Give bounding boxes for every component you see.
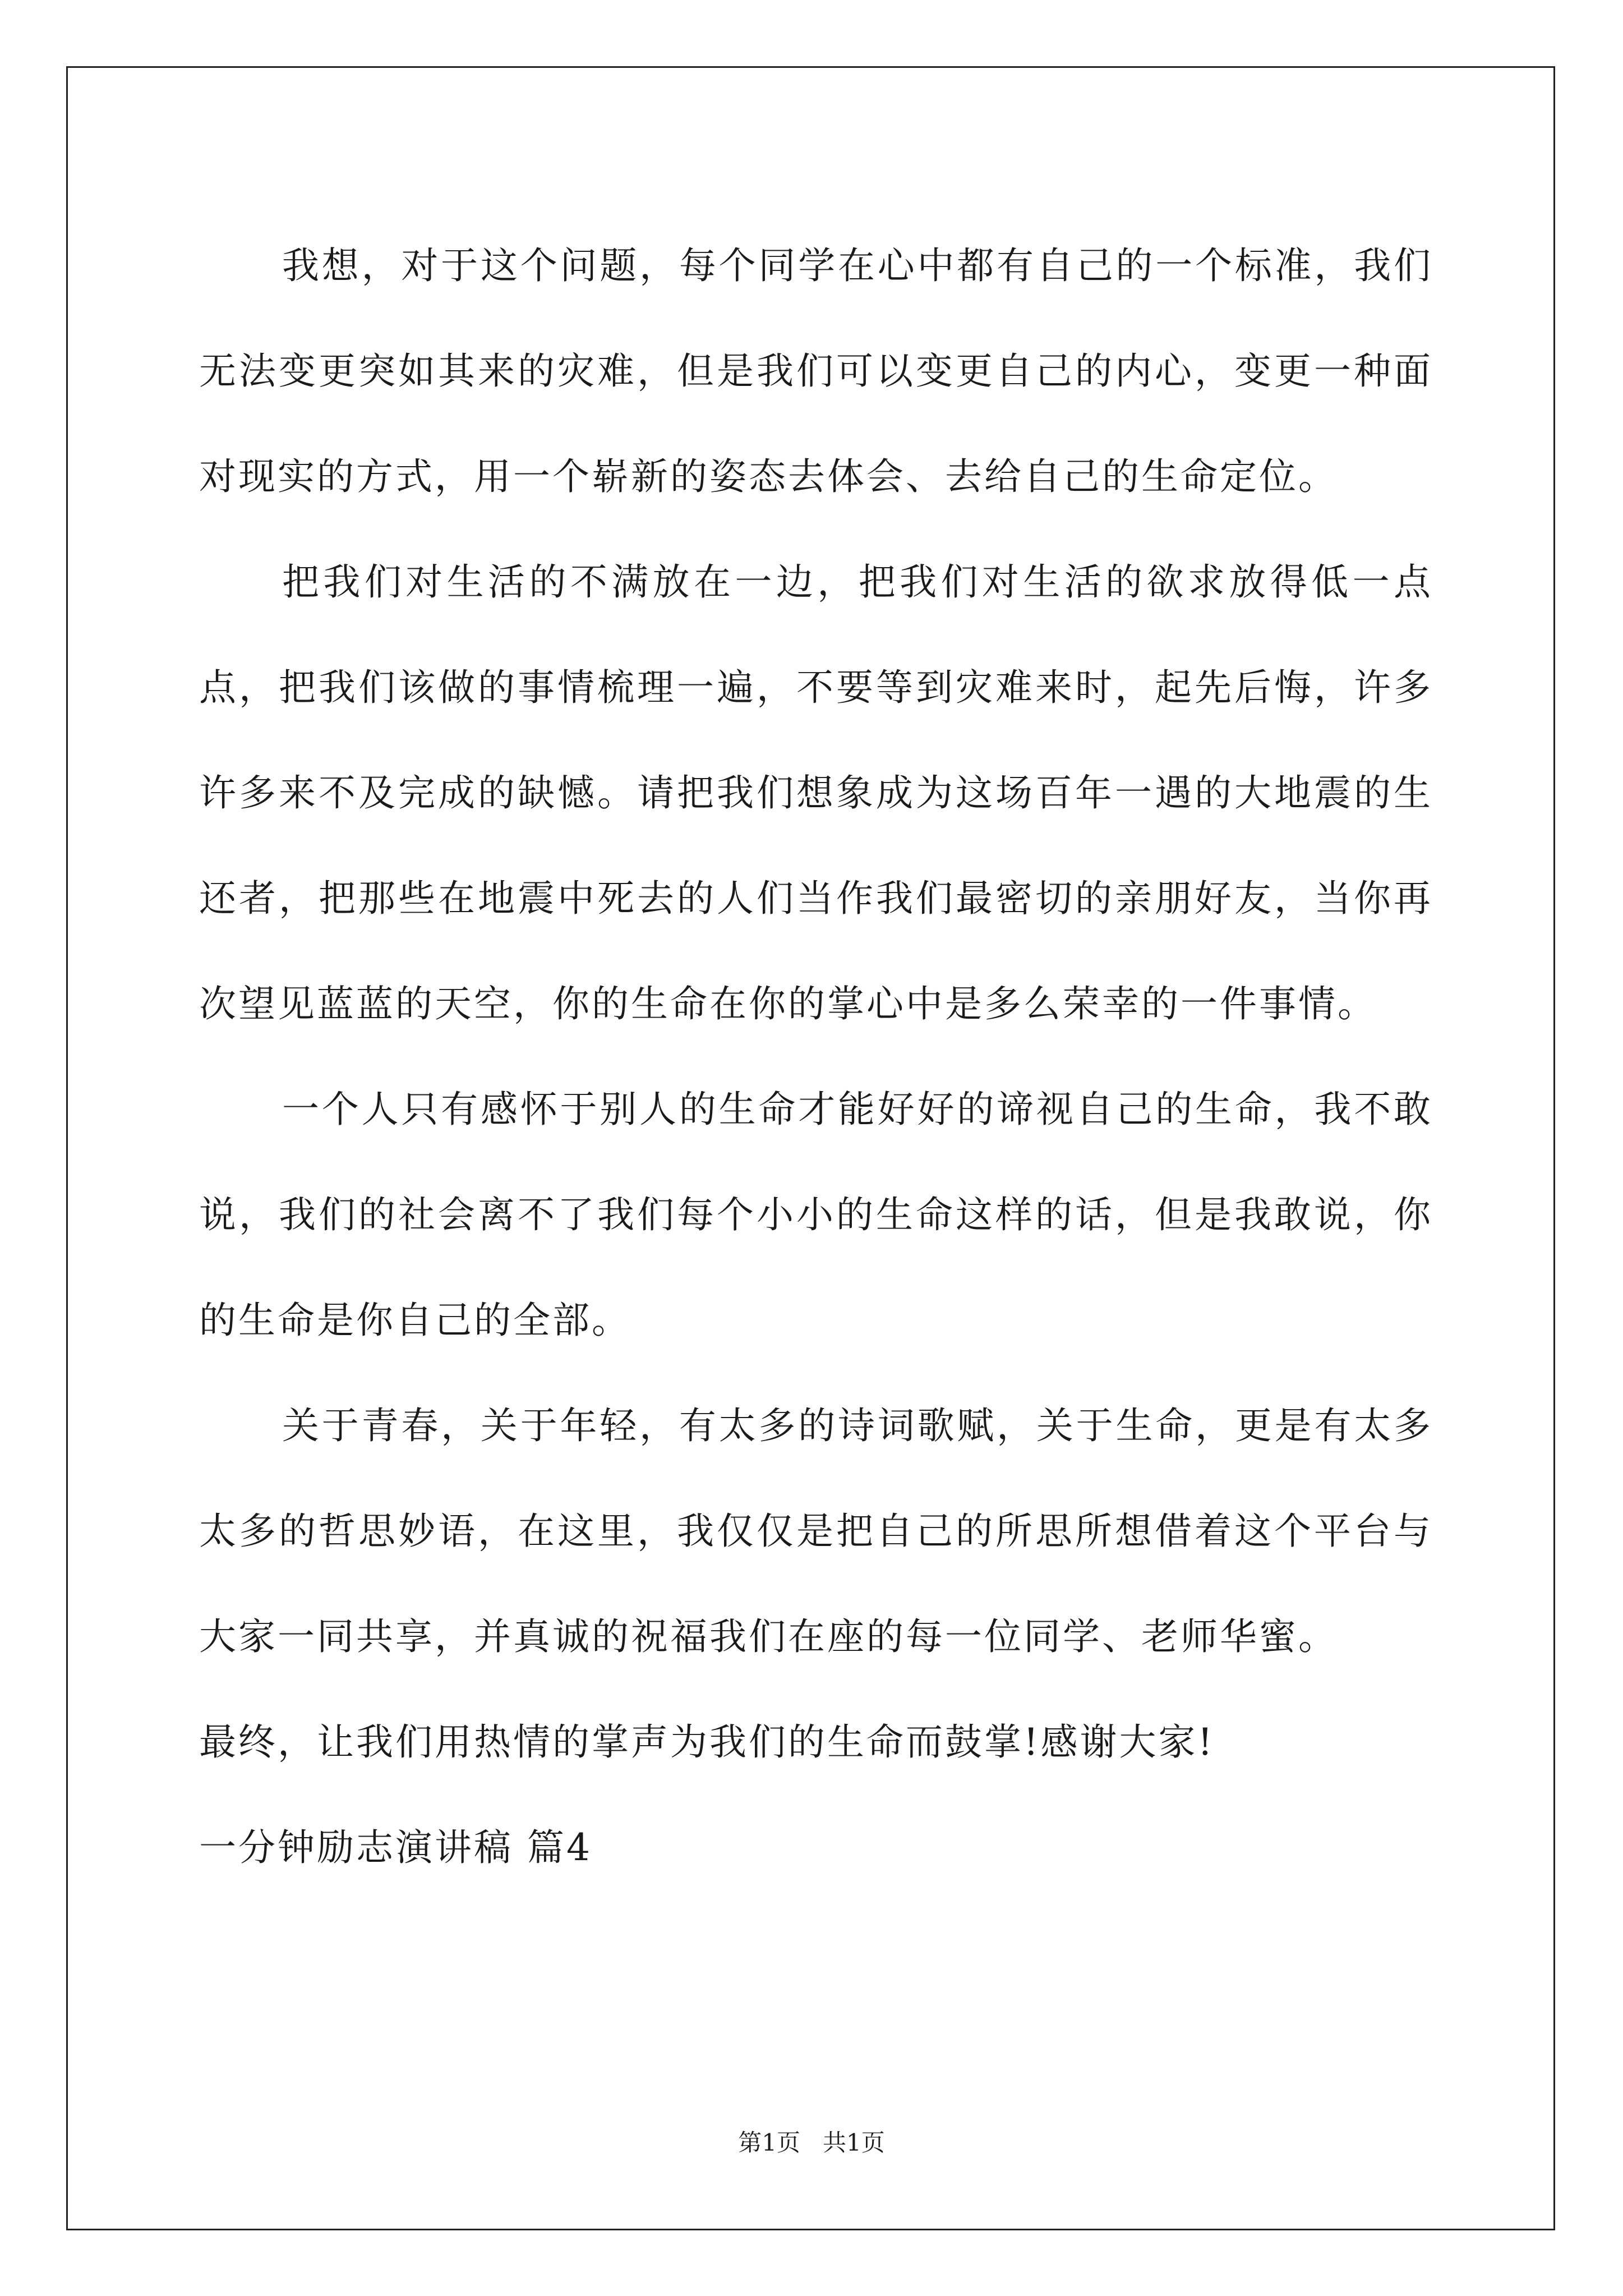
paragraph-4: 关于青春，关于年轻，有太多的诗词歌赋，关于生命，更是有太多太多的哲思妙语，在这里，我仅仅是把自己的所思所想借着这个平台与大家一同共享，并真诚的祝福我们在座的每一位同学、老师华蜜。 — [199, 1404, 1433, 1658]
section-heading: 一分钟励志演讲稿 篇4 — [199, 1826, 592, 1869]
paragraph-3: 一个人只有感怀于别人的生命才能好好的谛视自己的生命，我不敢说，我们的社会离不了我们每个小小的生命这样的话，但是我敢说，你的生命是你自己的全部。 — [199, 1088, 1433, 1342]
page-number: 第1页 — [738, 2129, 800, 2156]
page-total: 共1页 — [823, 2129, 885, 2156]
page-footer — [0, 2126, 1623, 2160]
paragraph-2: 把我们对生活的不满放在一边，把我们对生活的欲求放得低一点点，把我们该做的事情梳理一遍，不要等到灾难来时，起先后悔，许多许多来不及完成的缺憾。请把我们想象成为这场百年一遇的大地震的生还者，把那些在地震中死去的人们当作我们最密切的亲朋好友，当你再次望见蓝蓝的天空，你的生命在你的掌心中是多么荣幸的一件事情。 — [199, 560, 1433, 1025]
paragraph-1: 我想，对于这个问题，每个同学在心中都有自己的一个标准，我们无法变更突如其来的灾难，但是我们可以变更自己的内心，变更一种面对现实的方式，用一个崭新的姿态去体会、去给自己的生命定位。 — [199, 244, 1433, 498]
document-body — [199, 213, 1433, 1901]
closing-line: 最终，让我们用热情的掌声为我们的生命而鼓掌!感谢大家! — [199, 1720, 1215, 1764]
